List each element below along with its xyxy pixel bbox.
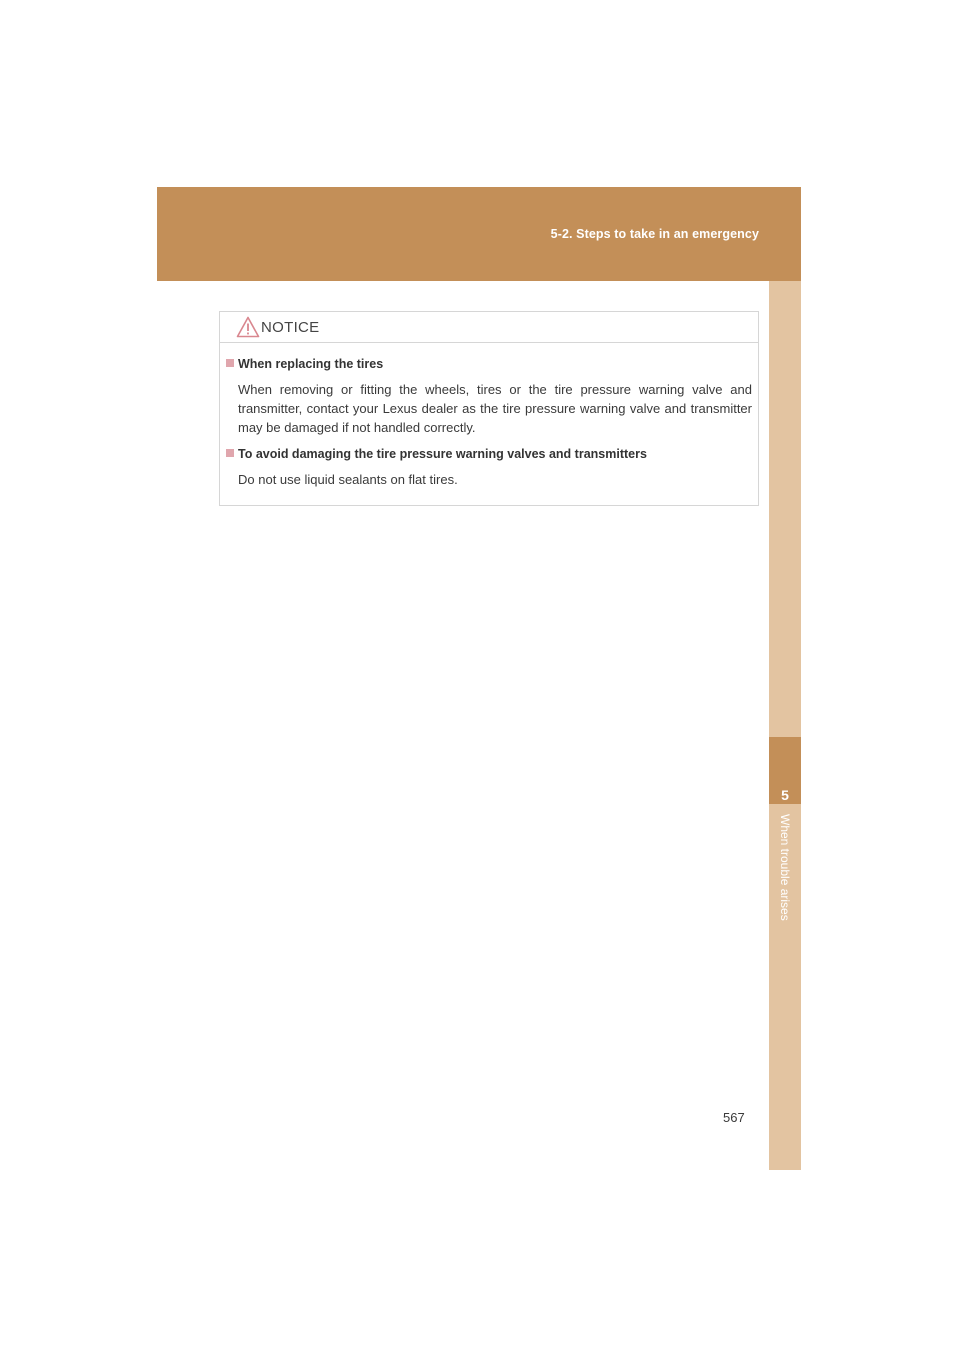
square-bullet-icon [226,359,234,367]
notice-title: NOTICE [261,319,320,336]
notice-item-body: Do not use liquid sealants on flat tires. [238,472,458,487]
warning-triangle-icon [236,316,260,338]
notice-item-heading-text: To avoid damaging the tire pressure warning valves and transmitters [238,447,647,461]
notice-item-heading-text: When replacing the tires [238,357,384,371]
chapter-side-tab [769,281,801,1170]
page-number: 567 [723,1110,745,1125]
notice-item [226,446,754,489]
square-bullet-icon [226,449,234,457]
chapter-number-block [769,737,801,804]
chapter-label: When trouble arises [778,814,792,921]
notice-header [220,312,758,343]
notice-box [219,311,759,506]
notice-item-heading [226,356,754,372]
section-title: 5-2. Steps to take in an emergency [550,227,759,241]
notice-item-body: When removing or fitting the wheels, tires or the tire pressure warning valve and transmitter, contact your Lexus dealer as the tire pressure warning valve and transmitter may be damaged if not handled correctly. [238,382,752,435]
notice-item [226,356,754,437]
chapter-number: 5 [781,787,789,803]
notice-item-heading [226,446,754,462]
section-header-band [157,187,801,281]
